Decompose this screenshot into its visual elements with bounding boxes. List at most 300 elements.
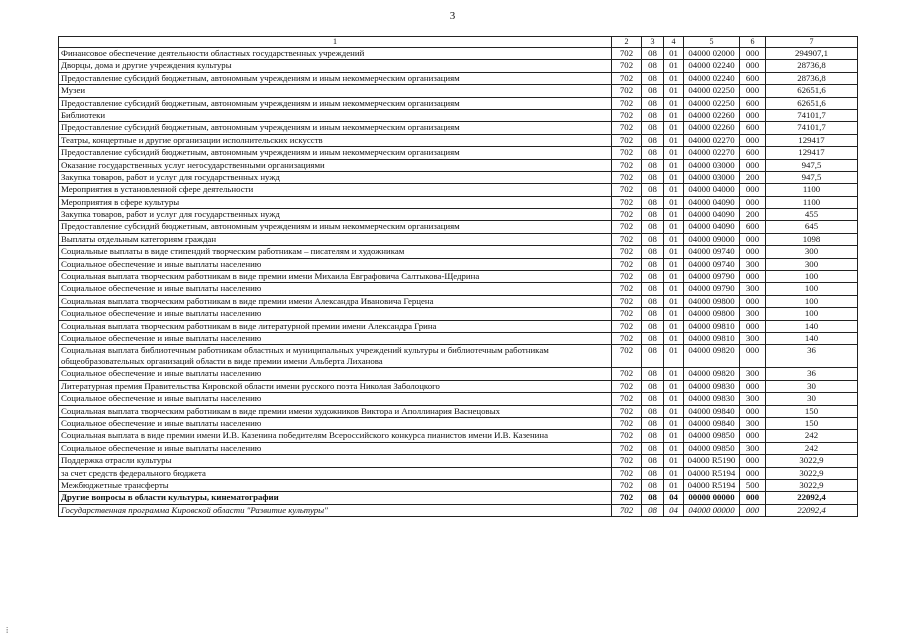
col-subsection: 01 bbox=[664, 283, 684, 295]
col-name: Театры, концертные и другие организации исполнительских искусств bbox=[59, 134, 612, 146]
table-row bbox=[59, 380, 858, 392]
col-section: 08 bbox=[642, 209, 664, 221]
table-row bbox=[59, 134, 858, 146]
col-amount: 3022,9 bbox=[766, 479, 858, 491]
col-target: 04000 09810 bbox=[684, 320, 740, 332]
col-subsection: 01 bbox=[664, 417, 684, 429]
col-amount: 62651,6 bbox=[766, 85, 858, 97]
header-col-name: 1 bbox=[59, 37, 612, 48]
col-name: Социальное обеспечение и иные выплаты населению bbox=[59, 368, 612, 380]
table-row bbox=[59, 171, 858, 183]
col-subsection: 01 bbox=[664, 380, 684, 392]
col-ministry: 702 bbox=[612, 171, 642, 183]
col-target: 04000 02270 bbox=[684, 147, 740, 159]
col-target: 04000 04000 bbox=[684, 184, 740, 196]
col-expense-type: 200 bbox=[740, 209, 766, 221]
table-row bbox=[59, 393, 858, 405]
col-target: 04000 09800 bbox=[684, 308, 740, 320]
col-expense-type: 000 bbox=[740, 320, 766, 332]
col-name: Библиотеки bbox=[59, 109, 612, 121]
col-name: Предоставление субсидий бюджетным, автономным учреждениям и иным некоммерческим организациям bbox=[59, 122, 612, 134]
col-expense-type: 000 bbox=[740, 60, 766, 72]
col-expense-type: 000 bbox=[740, 48, 766, 60]
table-row bbox=[59, 184, 858, 196]
col-target: 04000 09740 bbox=[684, 258, 740, 270]
col-name: Социальная выплата творческим работникам в виде премии имени художников Виктора и Аполлинария Васнецовых bbox=[59, 405, 612, 417]
table-row bbox=[59, 479, 858, 491]
table-row bbox=[59, 147, 858, 159]
col-section: 08 bbox=[642, 233, 664, 245]
budget-table bbox=[58, 36, 858, 517]
col-target: 04000 02000 bbox=[684, 48, 740, 60]
col-ministry: 702 bbox=[612, 308, 642, 320]
col-expense-type: 000 bbox=[740, 345, 766, 368]
col-section: 08 bbox=[642, 221, 664, 233]
col-section: 08 bbox=[642, 320, 664, 332]
col-amount: 455 bbox=[766, 209, 858, 221]
col-ministry: 702 bbox=[612, 246, 642, 258]
col-ministry: 702 bbox=[612, 122, 642, 134]
col-subsection: 01 bbox=[664, 332, 684, 344]
col-target: 04000 R5194 bbox=[684, 467, 740, 479]
col-name: Выплаты отдельным категориям граждан bbox=[59, 233, 612, 245]
col-ministry: 702 bbox=[612, 455, 642, 467]
col-ministry: 702 bbox=[612, 60, 642, 72]
col-expense-type: 300 bbox=[740, 332, 766, 344]
col-expense-type: 600 bbox=[740, 147, 766, 159]
table-row bbox=[59, 258, 858, 270]
col-amount: 300 bbox=[766, 258, 858, 270]
header-col-section: 3 bbox=[642, 37, 664, 48]
col-name: Мероприятия в установленной сфере деятельности bbox=[59, 184, 612, 196]
col-name: Социальные выплаты в виде стипендий творческим работникам – писателям и художникам bbox=[59, 246, 612, 258]
col-subsection: 01 bbox=[664, 258, 684, 270]
col-section: 08 bbox=[642, 380, 664, 392]
table-row bbox=[59, 332, 858, 344]
col-expense-type: 000 bbox=[740, 405, 766, 417]
col-subsection: 01 bbox=[664, 134, 684, 146]
col-subsection: 01 bbox=[664, 271, 684, 283]
col-name: Оказание государственных услуг негосударственными организациями bbox=[59, 159, 612, 171]
col-section: 08 bbox=[642, 492, 664, 504]
col-section: 08 bbox=[642, 97, 664, 109]
col-section: 08 bbox=[642, 308, 664, 320]
table-row bbox=[59, 196, 858, 208]
table-row bbox=[59, 233, 858, 245]
col-amount: 3022,9 bbox=[766, 455, 858, 467]
col-amount: 129417 bbox=[766, 147, 858, 159]
col-expense-type: 300 bbox=[740, 393, 766, 405]
col-expense-type: 000 bbox=[740, 246, 766, 258]
col-expense-type: 600 bbox=[740, 97, 766, 109]
table-row bbox=[59, 85, 858, 97]
col-amount: 1100 bbox=[766, 184, 858, 196]
col-amount: 3022,9 bbox=[766, 467, 858, 479]
col-section: 08 bbox=[642, 405, 664, 417]
col-section: 08 bbox=[642, 246, 664, 258]
col-target: 04000 04090 bbox=[684, 209, 740, 221]
col-amount: 100 bbox=[766, 271, 858, 283]
col-ministry: 702 bbox=[612, 85, 642, 97]
col-section: 08 bbox=[642, 159, 664, 171]
table-row bbox=[59, 308, 858, 320]
col-ministry: 702 bbox=[612, 159, 642, 171]
col-ministry: 702 bbox=[612, 184, 642, 196]
col-ministry: 702 bbox=[612, 233, 642, 245]
col-name: Предоставление субсидий бюджетным, автономным учреждениям и иным некоммерческим организациям bbox=[59, 72, 612, 84]
col-expense-type: 000 bbox=[740, 504, 766, 516]
col-section: 08 bbox=[642, 184, 664, 196]
col-section: 08 bbox=[642, 467, 664, 479]
col-expense-type: 000 bbox=[740, 380, 766, 392]
col-expense-type: 500 bbox=[740, 479, 766, 491]
col-name: Мероприятия в сфере культуры bbox=[59, 196, 612, 208]
col-target: 04000 04090 bbox=[684, 196, 740, 208]
col-target: 00000 00000 bbox=[684, 492, 740, 504]
col-expense-type: 000 bbox=[740, 134, 766, 146]
col-target: 04000 09820 bbox=[684, 368, 740, 380]
col-amount: 140 bbox=[766, 332, 858, 344]
col-subsection: 01 bbox=[664, 345, 684, 368]
col-amount: 1098 bbox=[766, 233, 858, 245]
col-expense-type: 000 bbox=[740, 159, 766, 171]
col-section: 08 bbox=[642, 48, 664, 60]
col-subsection: 01 bbox=[664, 455, 684, 467]
col-section: 08 bbox=[642, 430, 664, 442]
col-section: 08 bbox=[642, 258, 664, 270]
col-name: Литературная премия Правительства Кировской области имени русского поэта Николая Заболоцкого bbox=[59, 380, 612, 392]
col-subsection: 01 bbox=[664, 308, 684, 320]
col-expense-type: 000 bbox=[740, 455, 766, 467]
col-target: 04000 02250 bbox=[684, 97, 740, 109]
col-subsection: 01 bbox=[664, 467, 684, 479]
col-expense-type: 300 bbox=[740, 308, 766, 320]
col-section: 08 bbox=[642, 479, 664, 491]
col-name: Финансовое обеспечение деятельности областных государственных учреждений bbox=[59, 48, 612, 60]
col-amount: 242 bbox=[766, 442, 858, 454]
col-subsection: 01 bbox=[664, 430, 684, 442]
col-subsection: 01 bbox=[664, 85, 684, 97]
col-amount: 36 bbox=[766, 345, 858, 368]
col-ministry: 702 bbox=[612, 320, 642, 332]
col-amount: 22092,4 bbox=[766, 492, 858, 504]
table-row bbox=[59, 122, 858, 134]
col-section: 08 bbox=[642, 147, 664, 159]
col-subsection: 01 bbox=[664, 97, 684, 109]
col-name: за счет средств федерального бюджета bbox=[59, 467, 612, 479]
col-amount: 100 bbox=[766, 283, 858, 295]
col-target: 04000 09740 bbox=[684, 246, 740, 258]
col-name: Другие вопросы в области культуры, кинематографии bbox=[59, 492, 612, 504]
col-subsection: 01 bbox=[664, 109, 684, 121]
col-ministry: 702 bbox=[612, 295, 642, 307]
col-ministry: 702 bbox=[612, 504, 642, 516]
col-amount: 30 bbox=[766, 380, 858, 392]
col-target: 04000 09840 bbox=[684, 405, 740, 417]
col-expense-type: 300 bbox=[740, 442, 766, 454]
col-expense-type: 000 bbox=[740, 467, 766, 479]
col-section: 08 bbox=[642, 60, 664, 72]
table-row bbox=[59, 504, 858, 516]
table-row bbox=[59, 295, 858, 307]
col-expense-type: 300 bbox=[740, 368, 766, 380]
table-row bbox=[59, 209, 858, 221]
table-row bbox=[59, 368, 858, 380]
col-target: 04000 R5190 bbox=[684, 455, 740, 467]
col-target: 04000 04090 bbox=[684, 221, 740, 233]
table-row bbox=[59, 417, 858, 429]
col-name: Предоставление субсидий бюджетным, автономным учреждениям и иным некоммерческим организациям bbox=[59, 221, 612, 233]
col-expense-type: 300 bbox=[740, 417, 766, 429]
col-amount: 150 bbox=[766, 417, 858, 429]
col-subsection: 01 bbox=[664, 295, 684, 307]
col-expense-type: 600 bbox=[740, 72, 766, 84]
col-subsection: 01 bbox=[664, 233, 684, 245]
table-row bbox=[59, 97, 858, 109]
col-name: Социальное обеспечение и иные выплаты населению bbox=[59, 308, 612, 320]
col-section: 08 bbox=[642, 85, 664, 97]
col-name: Социальная выплата библиотечным работникам областных и муниципальных учреждений культуры и библиотечным работникам общеобразовательных организаций области в виде премии имени Альберта Лиханова bbox=[59, 345, 612, 368]
col-section: 08 bbox=[642, 72, 664, 84]
col-section: 08 bbox=[642, 368, 664, 380]
header-col-subsection: 4 bbox=[664, 37, 684, 48]
col-amount: 100 bbox=[766, 295, 858, 307]
col-amount: 74101,7 bbox=[766, 122, 858, 134]
col-expense-type: 000 bbox=[740, 430, 766, 442]
col-ministry: 702 bbox=[612, 72, 642, 84]
col-expense-type: 000 bbox=[740, 85, 766, 97]
col-section: 08 bbox=[642, 122, 664, 134]
table-row bbox=[59, 320, 858, 332]
col-ministry: 702 bbox=[612, 368, 642, 380]
col-name: Закупка товаров, работ и услуг для государственных нужд bbox=[59, 209, 612, 221]
col-name: Социальная выплата творческим работникам в виде премии имени Михаила Евграфовича Салтыкова-Щедрина bbox=[59, 271, 612, 283]
col-ministry: 702 bbox=[612, 430, 642, 442]
col-name: Социальное обеспечение и иные выплаты населению bbox=[59, 417, 612, 429]
col-target: 04000 02240 bbox=[684, 60, 740, 72]
col-expense-type: 300 bbox=[740, 283, 766, 295]
col-subsection: 01 bbox=[664, 159, 684, 171]
col-subsection: 01 bbox=[664, 405, 684, 417]
header-col-amount: 7 bbox=[766, 37, 858, 48]
col-amount: 129417 bbox=[766, 134, 858, 146]
table-row bbox=[59, 405, 858, 417]
col-subsection: 01 bbox=[664, 60, 684, 72]
col-subsection: 01 bbox=[664, 147, 684, 159]
col-section: 08 bbox=[642, 332, 664, 344]
col-expense-type: 000 bbox=[740, 196, 766, 208]
col-name: Социальная выплата творческим работникам в виде литературной премии имени Александра Грина bbox=[59, 320, 612, 332]
col-section: 08 bbox=[642, 134, 664, 146]
col-section: 08 bbox=[642, 109, 664, 121]
col-amount: 28736,8 bbox=[766, 60, 858, 72]
col-target: 04000 03000 bbox=[684, 159, 740, 171]
table-row bbox=[59, 455, 858, 467]
col-ministry: 702 bbox=[612, 109, 642, 121]
col-subsection: 01 bbox=[664, 171, 684, 183]
col-ministry: 702 bbox=[612, 196, 642, 208]
col-target: 04000 03000 bbox=[684, 171, 740, 183]
col-ministry: 702 bbox=[612, 380, 642, 392]
col-subsection: 01 bbox=[664, 393, 684, 405]
col-amount: 140 bbox=[766, 320, 858, 332]
col-expense-type: 600 bbox=[740, 122, 766, 134]
col-section: 08 bbox=[642, 504, 664, 516]
col-target: 04000 09850 bbox=[684, 430, 740, 442]
col-name: Социальная выплата в виде премии имени И.В. Казенина победителям Всероссийского конкурса пианистов имени И.В. Казенина bbox=[59, 430, 612, 442]
col-ministry: 702 bbox=[612, 97, 642, 109]
col-subsection: 01 bbox=[664, 221, 684, 233]
col-ministry: 702 bbox=[612, 147, 642, 159]
table-header-row bbox=[59, 37, 858, 48]
table-row bbox=[59, 430, 858, 442]
col-name: Дворцы, дома и другие учреждения культуры bbox=[59, 60, 612, 72]
col-ministry: 702 bbox=[612, 332, 642, 344]
margin-mark: ⁞ bbox=[6, 626, 9, 635]
col-amount: 242 bbox=[766, 430, 858, 442]
col-name: Предоставление субсидий бюджетным, автономным учреждениям и иным некоммерческим организациям bbox=[59, 97, 612, 109]
col-section: 08 bbox=[642, 455, 664, 467]
col-subsection: 01 bbox=[664, 184, 684, 196]
col-target: 04000 02250 bbox=[684, 85, 740, 97]
col-target: 04000 09820 bbox=[684, 345, 740, 368]
col-target: 04000 R5194 bbox=[684, 479, 740, 491]
col-target: 04000 02270 bbox=[684, 134, 740, 146]
col-ministry: 702 bbox=[612, 345, 642, 368]
col-subsection: 01 bbox=[664, 48, 684, 60]
header-col-expense-type: 6 bbox=[740, 37, 766, 48]
col-target: 04000 09850 bbox=[684, 442, 740, 454]
col-subsection: 01 bbox=[664, 196, 684, 208]
col-target: 04000 02240 bbox=[684, 72, 740, 84]
table-row bbox=[59, 109, 858, 121]
col-section: 08 bbox=[642, 271, 664, 283]
col-ministry: 702 bbox=[612, 134, 642, 146]
table-row bbox=[59, 48, 858, 60]
col-name: Социальное обеспечение и иные выплаты населению bbox=[59, 442, 612, 454]
col-target: 04000 09800 bbox=[684, 295, 740, 307]
col-subsection: 01 bbox=[664, 320, 684, 332]
col-ministry: 702 bbox=[612, 467, 642, 479]
col-expense-type: 000 bbox=[740, 109, 766, 121]
table-row bbox=[59, 492, 858, 504]
col-amount: 22092,4 bbox=[766, 504, 858, 516]
col-subsection: 01 bbox=[664, 479, 684, 491]
col-name: Социальное обеспечение и иные выплаты населению bbox=[59, 258, 612, 270]
col-amount: 645 bbox=[766, 221, 858, 233]
col-amount: 947,5 bbox=[766, 171, 858, 183]
col-target: 04000 00000 bbox=[684, 504, 740, 516]
table-row bbox=[59, 159, 858, 171]
col-expense-type: 000 bbox=[740, 492, 766, 504]
col-section: 08 bbox=[642, 345, 664, 368]
col-section: 08 bbox=[642, 171, 664, 183]
col-target: 04000 09000 bbox=[684, 233, 740, 245]
col-subsection: 01 bbox=[664, 442, 684, 454]
col-name: Поддержка отрасли культуры bbox=[59, 455, 612, 467]
col-amount: 300 bbox=[766, 246, 858, 258]
page-number: 3 bbox=[449, 10, 456, 22]
table-row bbox=[59, 467, 858, 479]
col-name: Музеи bbox=[59, 85, 612, 97]
col-ministry: 702 bbox=[612, 258, 642, 270]
col-ministry: 702 bbox=[612, 442, 642, 454]
col-section: 08 bbox=[642, 196, 664, 208]
table-row bbox=[59, 442, 858, 454]
col-amount: 100 bbox=[766, 308, 858, 320]
col-amount: 294907,1 bbox=[766, 48, 858, 60]
col-expense-type: 000 bbox=[740, 184, 766, 196]
col-section: 08 bbox=[642, 417, 664, 429]
col-amount: 62651,6 bbox=[766, 97, 858, 109]
budget-table-body bbox=[59, 37, 858, 517]
col-ministry: 702 bbox=[612, 283, 642, 295]
col-ministry: 702 bbox=[612, 48, 642, 60]
col-subsection: 01 bbox=[664, 368, 684, 380]
col-amount: 28736,8 bbox=[766, 72, 858, 84]
col-name: Закупка товаров, работ и услуг для государственных нужд bbox=[59, 171, 612, 183]
col-expense-type: 200 bbox=[740, 171, 766, 183]
col-section: 08 bbox=[642, 283, 664, 295]
col-section: 08 bbox=[642, 295, 664, 307]
table-row bbox=[59, 72, 858, 84]
col-name: Социальное обеспечение и иные выплаты населению bbox=[59, 332, 612, 344]
col-name: Предоставление субсидий бюджетным, автономным учреждениям и иным некоммерческим организациям bbox=[59, 147, 612, 159]
col-target: 04000 02260 bbox=[684, 122, 740, 134]
col-expense-type: 000 bbox=[740, 233, 766, 245]
col-subsection: 04 bbox=[664, 504, 684, 516]
table-row bbox=[59, 246, 858, 258]
col-ministry: 702 bbox=[612, 417, 642, 429]
col-section: 08 bbox=[642, 393, 664, 405]
col-name: Социальное обеспечение и иные выплаты населению bbox=[59, 393, 612, 405]
col-subsection: 01 bbox=[664, 122, 684, 134]
col-target: 04000 09830 bbox=[684, 393, 740, 405]
col-subsection: 01 bbox=[664, 246, 684, 258]
table-row bbox=[59, 283, 858, 295]
col-target: 04000 09810 bbox=[684, 332, 740, 344]
col-ministry: 702 bbox=[612, 209, 642, 221]
col-amount: 947,5 bbox=[766, 159, 858, 171]
table-row bbox=[59, 271, 858, 283]
col-ministry: 702 bbox=[612, 405, 642, 417]
col-name: Государственная программа Кировской области "Развитие культуры" bbox=[59, 504, 612, 516]
table-row bbox=[59, 221, 858, 233]
col-target: 04000 09790 bbox=[684, 271, 740, 283]
col-name: Межбюджетные трансферты bbox=[59, 479, 612, 491]
col-subsection: 01 bbox=[664, 72, 684, 84]
col-ministry: 702 bbox=[612, 221, 642, 233]
col-expense-type: 000 bbox=[740, 295, 766, 307]
col-expense-type: 000 bbox=[740, 271, 766, 283]
col-target: 04000 09840 bbox=[684, 417, 740, 429]
col-target: 04000 09830 bbox=[684, 380, 740, 392]
col-target: 04000 02260 bbox=[684, 109, 740, 121]
col-section: 08 bbox=[642, 442, 664, 454]
col-expense-type: 600 bbox=[740, 221, 766, 233]
col-name: Социальное обеспечение и иные выплаты населению bbox=[59, 283, 612, 295]
table-row bbox=[59, 345, 858, 368]
col-ministry: 702 bbox=[612, 479, 642, 491]
col-amount: 150 bbox=[766, 405, 858, 417]
col-amount: 74101,7 bbox=[766, 109, 858, 121]
col-subsection: 01 bbox=[664, 209, 684, 221]
col-amount: 30 bbox=[766, 393, 858, 405]
header-col-target: 5 bbox=[684, 37, 740, 48]
header-col-ministry: 2 bbox=[612, 37, 642, 48]
col-ministry: 702 bbox=[612, 492, 642, 504]
col-target: 04000 09790 bbox=[684, 283, 740, 295]
